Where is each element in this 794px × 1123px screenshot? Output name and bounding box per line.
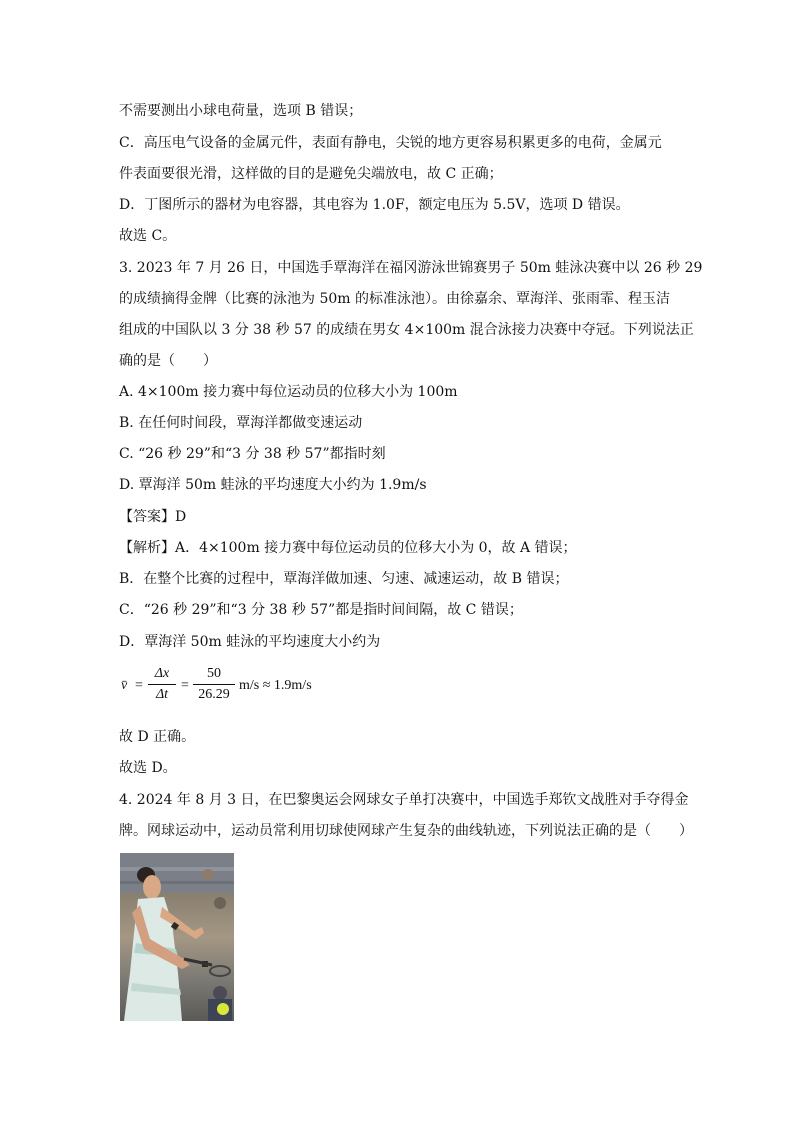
question-3-line-2: 的成绩摘得金牌（比赛的泳池为 50m 的标准泳池）。由徐嘉余、覃海洋、张雨霏、程玉洁 [119, 291, 670, 307]
choice-line: 故选 D。 [119, 760, 177, 776]
analysis-a: 【解析】A．4×100m 接力赛中每位运动员的位移大小为 0，故 A 错误； [119, 540, 577, 556]
fraction-values [193, 665, 235, 704]
line-5: 故选 C。 [119, 228, 177, 244]
option-a: A. 4×100m 接力赛中每位运动员的位移大小为 100m [119, 384, 458, 400]
average-velocity-formula [121, 665, 341, 709]
option-d: D. 覃海洋 50m 蛙泳的平均速度大小约为 1.9m/s [119, 477, 427, 493]
line-2: C．高压电气设备的金属元件，表面有静电，尖锐的地方更容易积累更多的电荷，金属元 [119, 135, 662, 151]
fraction-denominator: Δt [155, 687, 169, 702]
equals-sign: = [181, 678, 189, 693]
analysis-d: D．覃海洋 50m 蛙泳的平均速度大小约为 [119, 634, 381, 650]
question-3-line-3: 组成的中国队以 3 分 38 秒 57 的成绩在男女 4×100m 混合泳接力决赛中夺冠。下列说法正 [119, 322, 694, 338]
answer: 【答案】D [119, 509, 187, 525]
formula-result: m/s ≈ 1.9m/s [239, 678, 312, 693]
analysis-c: C．“26 秒 29”和“3 分 38 秒 57”都是指时间间隔，故 C 错误； [119, 602, 523, 618]
velocity-symbol: v̄ [121, 678, 128, 693]
conclusion-line: 故 D 正确。 [119, 729, 196, 745]
tennis-player-photo [120, 853, 234, 1021]
question-3-line-4: 确的是（ ） [119, 353, 217, 369]
tennis-player-image [120, 853, 234, 1021]
fraction-bar [193, 684, 235, 685]
line-1: 不需要测出小球电荷量，选项 B 错误； [119, 103, 363, 119]
option-c: C. “26 秒 29”和“3 分 38 秒 57”都指时刻 [119, 446, 386, 462]
equals-sign: = [135, 678, 143, 693]
question-4-line-2: 牌。网球运动中，运动员常利用切球使网球产生复杂的曲线轨迹，下列说法正确的是（ ） [119, 823, 693, 839]
question-4-line-1: 4. 2024 年 8 月 3 日，在巴黎奥运会网球女子单打决赛中，中国选手郑钦文战胜对手夺得金 [119, 792, 689, 808]
analysis-b: B．在整个比赛的过程中，覃海洋做加速、匀速、减速运动，故 B 错误； [119, 571, 569, 587]
line-3: 件表面要很光滑，这样做的目的是避免尖端放电，故 C 正确； [119, 166, 503, 182]
option-b: B. 在任何时间段，覃海洋都做变速运动 [119, 415, 363, 431]
fraction-bar [148, 684, 176, 685]
fraction-denominator: 26.29 [198, 687, 230, 702]
line-4: D．丁图所示的器材为电容器，其电容为 1.0F，额定电压为 5.5V，选项 D 错误。 [119, 197, 630, 213]
question-3-line-1: 3. 2023 年 7 月 26 日，中国选手覃海洋在福冈游泳世锦赛男子 50m 蛙泳决赛中以 26 秒 29 [119, 260, 703, 276]
fraction-numerator: 50 [207, 666, 221, 681]
fraction-dx-dt [148, 665, 176, 704]
fraction-numerator: Δx [154, 666, 170, 681]
